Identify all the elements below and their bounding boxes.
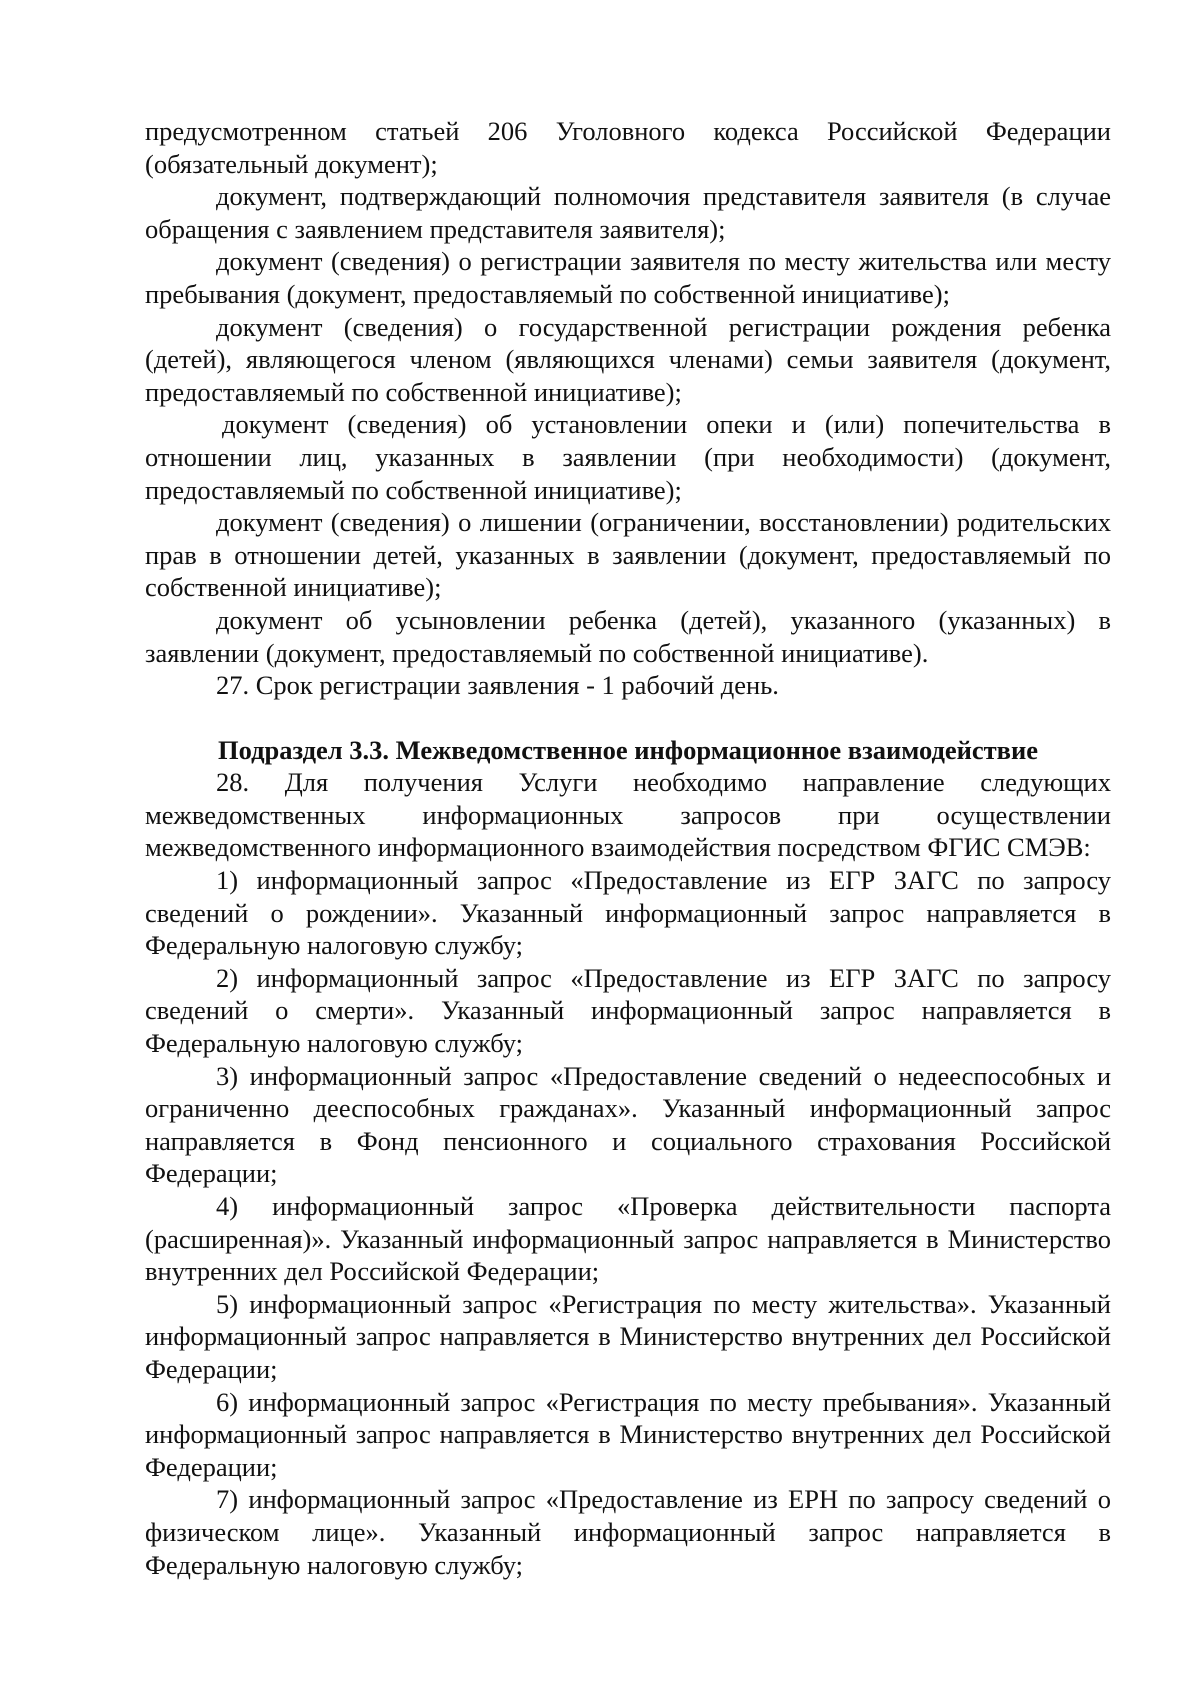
list-item-request-1: 1) информационный запрос «Предоставление из ЕГР ЗАГС по запросу сведений о рождении». Указанный информационный запрос направляется в Федеральную налоговую службу; (145, 865, 1111, 961)
list-item-request-6: 6) информационный запрос «Регистрация по месту пребывания». Указанный информационный запрос направляется в Министерство внутренних дел Российской Федерации; (145, 1386, 1111, 1482)
paragraph-birth-registration-doc: документ (сведения) о государственной регистрации рождения ребенка (детей), являющегося членом (являющихся членами) семьи заявителя (документ, предоставляемый по собственной инициативе); (145, 311, 1111, 407)
paragraph-item-27: 27. Срок регистрации заявления - 1 рабочий день. (216, 670, 779, 701)
paragraph-parental-rights-doc: документ (сведения) о лишении (ограничении, восстановлении) родительских прав в отношении детей, указанных в заявлении (документ, предоставляемый по собственной инициативе); (145, 507, 1111, 603)
paragraph-guardianship-doc: документ (сведения) об установлении опеки и (или) попечительства в отношении лиц, указанных в заявлении (при необходимости) (документ, предоставляемый по собственной инициативе); (145, 409, 1111, 505)
list-item-request-2: 2) информационный запрос «Предоставление из ЕГР ЗАГС по запросу сведений о смерти». Указанный информационный запрос направляется в Федеральную налоговую службу; (145, 962, 1111, 1059)
paragraph-continuation: предусмотренном статьей 206 Уголовного кодекса Российской Федерации (обязательный документ); (145, 116, 1111, 179)
list-item-request-3: 3) информационный запрос «Предоставление сведений о недееспособных и ограниченно дееспособных гражданах». Указанный информационный запрос направляется в Фонд пенсионного и социального страхования Российской Федерации; (145, 1060, 1111, 1189)
list-item-request-7: 7) информационный запрос «Предоставление из ЕРН по запросу сведений о физическом лице». Указанный информационный запрос направляется в Федеральную налоговую службу; (145, 1484, 1111, 1580)
list-item-request-4: 4) информационный запрос «Проверка действительности паспорта (расширенная)». Указанный информационный запрос направляется в Министерство внутренних дел Российской Федерации; (145, 1191, 1111, 1287)
paragraph-representative-authority-doc: документ, подтверждающий полномочия представителя заявителя (в случае обращения с заявлением представителя заявителя); (145, 181, 1111, 244)
paragraph-item-28: 28. Для получения Услуги необходимо направление следующих межведомственных информационных запросов при осуществлении межведомственного информационного взаимодействия посредством ФГИС СМЭВ: (145, 767, 1111, 863)
section-heading: Подраздел 3.3. Межведомственное информационное взаимодействие (217, 734, 1039, 765)
list-item-request-5: 5) информационный запрос «Регистрация по месту жительства». Указанный информационный запрос направляется в Министерство внутренних дел Российской Федерации; (145, 1288, 1111, 1384)
paragraph-residence-registration-doc: документ (сведения) о регистрации заявителя по месту жительства или месту пребывания (документ, предоставляемый по собственной инициативе); (145, 246, 1111, 309)
paragraph-adoption-doc: документ об усыновлении ребенка (детей), указанного (указанных) в заявлении (документ, предоставляемый по собственной инициативе). (145, 604, 1111, 668)
document-page (145, 115, 1111, 1581)
